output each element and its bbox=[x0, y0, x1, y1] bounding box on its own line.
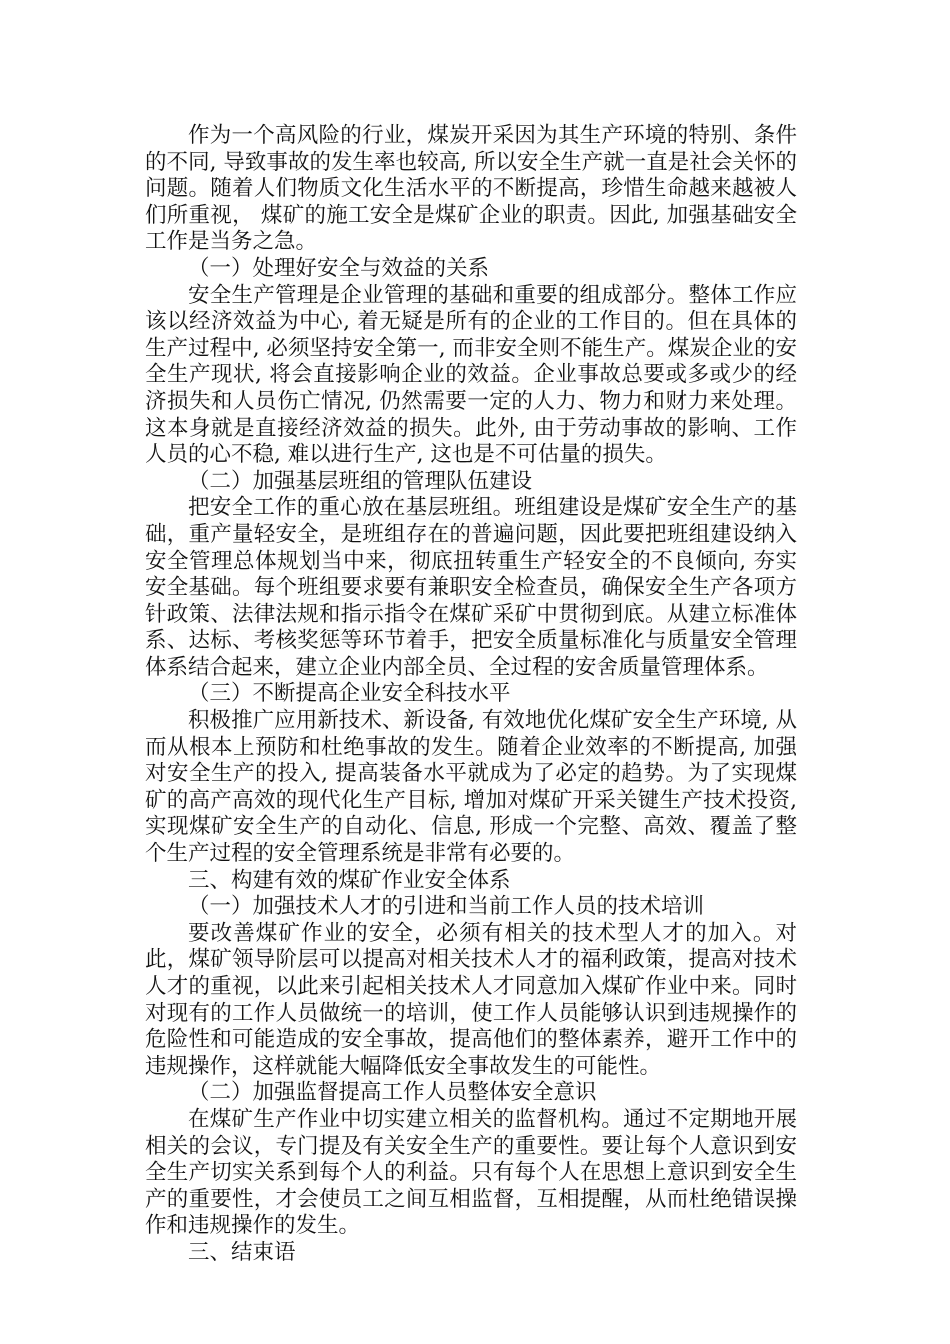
part-heading-3: 三、构建有效的煤矿作业安全体系 bbox=[188, 867, 511, 893]
subsection-heading-3-1: （一）加强技术人才的引进和当前工作人员的技术培训 bbox=[188, 894, 705, 920]
subsection-paragraph-3-2: 在煤矿生产作业中切实建立相关的监督机构。通过不定期地开展相关的会议，专门提及有关安全生产的重要性。要让每个人意识到安全生产切实关系到每个人的利益。只有每个人在思想上意识到安全生产的重要性，才会使员工之间互相监督，互相提醒，从而杜绝错误操作和违规操作的发生。 bbox=[145, 1106, 797, 1239]
section-paragraph-1: 安全生产管理是企业管理的基础和重要的组成部分。整体工作应该以经济效益为中心, 着无疑是所有的企业的工作目的。但在具体的生产过程中, 必须坚持安全第一, 而非安全则不能生产。煤炭企业的安全生产现状, 将会直接影响企业的效益。企业事故总要或多或少的经济损失和人员伤亡情况, 仍然需要一定的人力、物力和财力来处理。这本身就是直接经济效益的损失。此外, 由于劳动事故的影响、工作人员的心不稳, 难以进行生产, 这也是不可估量的损失。 bbox=[145, 282, 797, 468]
document-body bbox=[145, 123, 797, 1267]
intro-paragraph: 作为一个高风险的行业，煤炭开采因为其生产环境的特别、条件的不同, 导致事故的发生率也较高, 所以安全生产就一直是社会关怀的问题。随着人们物质文化生活水平的不断提高，珍惜生命越来越被人们所重视， 煤矿的施工安全是煤矿企业的职责。因此, 加强基础安全工作是当务之急。 bbox=[145, 123, 797, 255]
section-heading-3: （三）不断提高企业安全科技水平 bbox=[188, 681, 511, 707]
section-heading-1: （一）处理好安全与效益的关系 bbox=[188, 255, 490, 281]
section-paragraph-2: 把安全工作的重心放在基层班组。班组建设是煤矿安全生产的基础，重产量轻安全，是班组存在的普遍问题，因此要把班组建设纳入安全管理总体规划当中来，彻底扭转重生产轻安全的不良倾向, 夯实安全基础。每个班组要求要有兼职安全检查员，确保安全生产各项方针政策、法律法规和指示指令在煤矿采矿中贯彻到底。从建立标准体系、达标、考核奖惩等环节着手，把安全质量标准化与质量安全管理体系结合起来，建立企业内部全员、全过程的安舍质量管理体系。 bbox=[145, 495, 797, 680]
subsection-heading-3-2: （二）加强监督提高工作人员整体安全意识 bbox=[188, 1080, 597, 1106]
subsection-paragraph-3-1: 要改善煤矿作业的安全，必须有相关的技术型人才的加入。对此，煤矿领导阶层可以提高对相关技术人才的福利政策，提高对技术人才的重视，以此来引起相关技术人才同意加入煤矿作业中来。同时对现有的工作人员做统一的培训，使工作人员能够认识到违规操作的危险性和可能造成的安全事故，提高他们的整体素养，避开工作中的违规操作，这样就能大幅降低安全事故发生的可能性。 bbox=[145, 920, 797, 1079]
section-paragraph-3: 积极推广应用新技术、新设备, 有效地优化煤矿安全生产环境, 从而从根本上预防和杜绝事故的发生。随着企业效率的不断提高, 加强对安全生产的投入, 提高装备水平就成为了必定的趋势。为了实现煤矿的高产高效的现代化生产目标, 增加对煤矿开采关键生产技术投资, 实现煤矿安全生产的自动化、信息, 形成一个完整、高效、覆盖了整个生产过程的安全管理系统是非常有必要的。 bbox=[145, 708, 797, 867]
section-heading-2: （二）加强基层班组的管理队伍建设 bbox=[188, 468, 533, 494]
conclusion-heading: 三、结束语 bbox=[188, 1239, 296, 1265]
